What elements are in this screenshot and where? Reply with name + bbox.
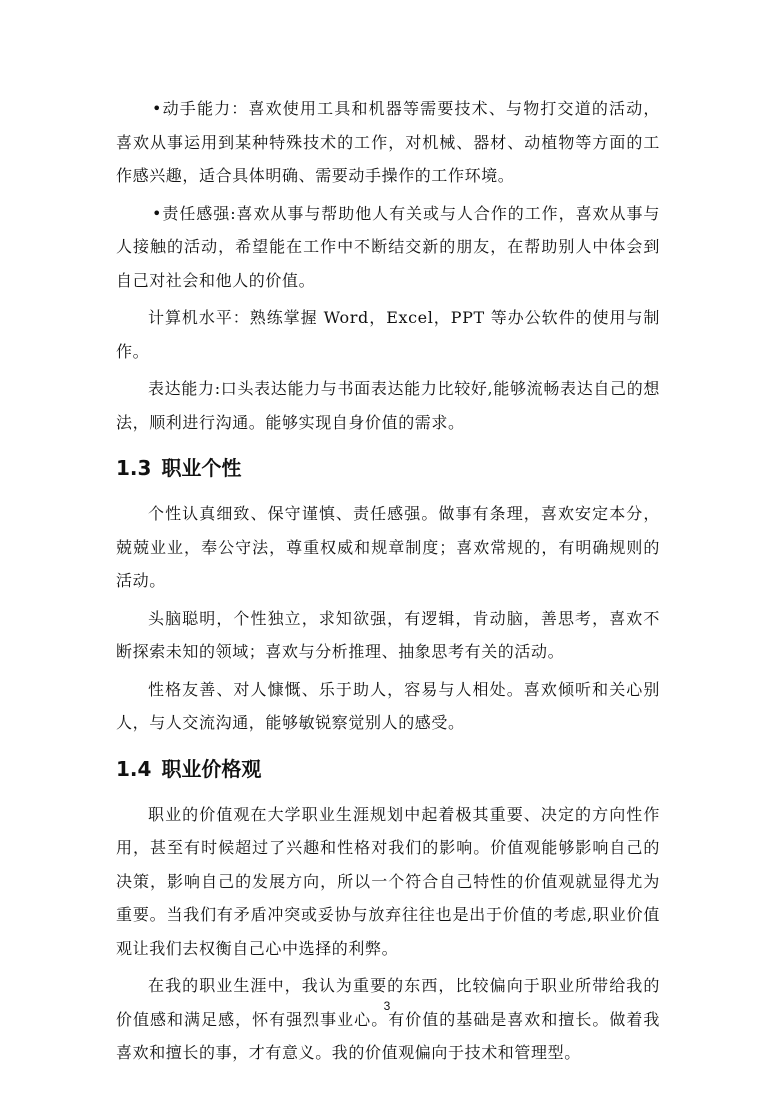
section-number: 1.4 [116, 756, 152, 781]
personality-paragraph-3: 性格友善、对人慷慨、乐于助人，容易与人相处。喜欢倾听和关心别人，与人交流沟通，能够敏锐察觉别人的感受。 [116, 679, 660, 732]
section-heading-1-4 [116, 754, 660, 784]
personality-paragraph-2: 头脑聪明，个性独立，求知欲强，有逻辑，肯动脑，善思考，喜欢不断探索未知的领域；喜欢与分析推理、抽象思考有关的活动。 [116, 608, 660, 661]
ability-expression: 表达能力:口头表达能力与书面表达能力比较好,能够流畅表达自己的想法，顺利进行沟通。能够实现自身价值的需求。 [116, 379, 660, 432]
section-number: 1.3 [116, 456, 152, 480]
section-heading-1-3 [116, 453, 660, 483]
page-number: 3 [383, 999, 391, 1013]
ability-computer: 计算机水平：熟练掌握 Word，Excel，PPT 等办公软件的使用与制作。 [116, 308, 660, 361]
section-title: 职业价格观 [161, 756, 262, 781]
ability-responsibility: •责任感强:喜欢从事与帮助他人有关或与人合作的工作，喜欢从事与人接触的活动，希望能在工作中不断结交新的朋友，在帮助别人中体会到自己对社会和他人的价值。 [116, 203, 660, 290]
section-title: 职业个性 [161, 456, 242, 480]
values-paragraph-1: 职业的价值观在大学职业生涯规划中起着极其重要、决定的方向性作用，甚至有时候超过了兴趣和性格对我们的影响。价值观能够影响自己的决策，影响自己的发展方向，所以一个符合自己特性的价值观就显得尤为重要。当我们有矛盾冲突或妥协与放弃往往也是出于价值的考虑,职业价值观让我们去权衡自己心中选择的利弊。 [116, 804, 660, 958]
personality-paragraph-1: 个性认真细致、保守谨慎、责任感强。做事有条理，喜欢安定本分，兢兢业业，奉公守法，尊重权威和规章制度；喜欢常规的，有明确规则的活动。 [116, 504, 660, 590]
values-paragraph-2: 在我的职业生涯中，我认为重要的东西，比较偏向于职业所带给我的价值感和满足感，怀有强烈事业心。有价值的基础是喜欢和擅长。做着我喜欢和擅长的事，才有意义。我的价值观偏向于技术和管理型。 [116, 976, 660, 1062]
ability-hands-on: •动手能力：喜欢使用工具和机器等需要技术、与物打交道的活动，喜欢从事运用到某种特殊技术的工作，对机械、器材、动植物等方面的工作感兴趣，适合具体明确、需要动手操作的工作环境。 [116, 99, 660, 185]
page-content [116, 92, 660, 1074]
